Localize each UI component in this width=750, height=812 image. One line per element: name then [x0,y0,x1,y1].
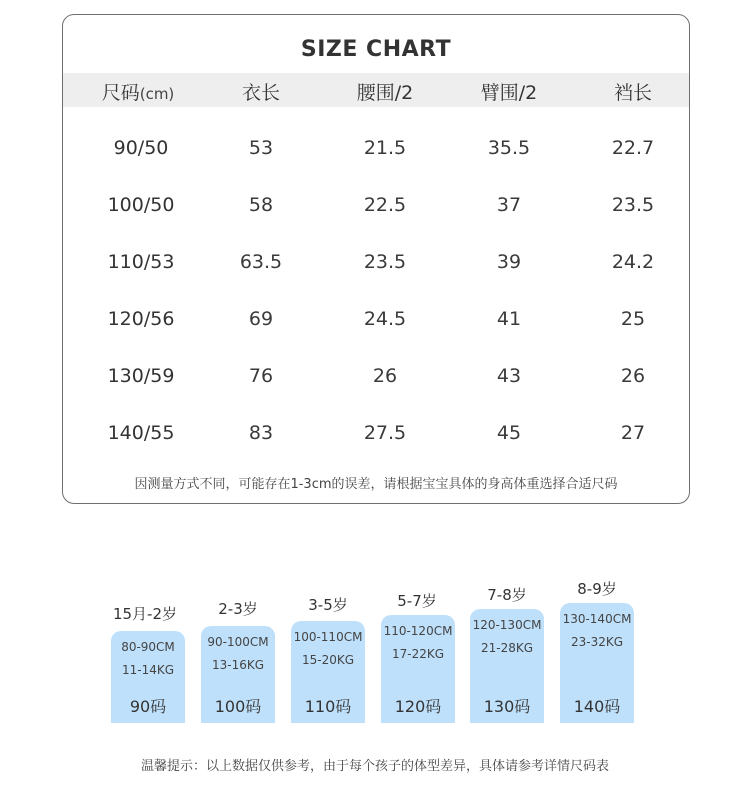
table-row [63,186,689,226]
cell-arm: 35.5 [487,137,531,159]
cell-length: 63.5 [239,251,283,273]
weight-range: 15-20KG [301,653,355,667]
size-label: 90码 [129,697,167,716]
cell-rise: 24.2 [611,251,655,273]
cell-size: 120/56 [107,308,175,330]
cell-waist: 27.5 [363,422,407,444]
weight-range: 13-16KG [211,658,265,672]
height-range: 130-140CM [562,612,632,626]
cell-waist: 22.5 [363,194,407,216]
cell-length: 83 [248,422,274,444]
header-size-unit: (cm) [139,85,175,103]
age-label: 8-9岁 [577,580,617,598]
table-header [63,73,689,107]
cell-arm: 41 [496,308,522,330]
height-range: 90-100CM [207,635,269,649]
size-column [560,603,634,723]
cell-length: 69 [248,308,274,330]
cell-arm: 45 [496,422,522,444]
cell-rise: 22.7 [611,137,655,159]
size-label: 120码 [394,697,442,716]
cell-arm: 43 [496,365,522,387]
cell-waist: 24.5 [363,308,407,330]
size-label: 130码 [483,697,531,716]
age-label: 15月-2岁 [112,605,178,623]
cell-rise: 27 [620,422,646,444]
age-label: 7-8岁 [487,586,527,604]
size-label: 100码 [214,697,262,716]
weight-range: 17-22KG [391,647,445,661]
age-label: 3-5岁 [308,596,348,614]
size-chart-title: SIZE CHART [300,37,452,62]
size-chart-card [62,14,690,504]
height-range: 80-90CM [121,640,175,654]
warm-tip: 温馨提示：以上数据仅供参考，由于每个孩子的体型差异，具体请参考详情尺码表 [140,759,609,774]
header-waist: 腰围/2 [356,82,414,104]
cell-arm: 39 [496,251,522,273]
cell-waist: 26 [372,365,398,387]
cell-size: 90/50 [113,137,169,159]
table-row [63,300,689,340]
cell-waist: 23.5 [363,251,407,273]
size-column [111,631,185,723]
cell-rise: 26 [620,365,646,387]
header-length: 衣长 [241,82,280,104]
weight-range: 23-32KG [570,635,624,649]
cell-size: 110/53 [107,251,175,273]
cell-rise: 23.5 [611,194,655,216]
header-size [73,78,203,105]
table-row [63,357,689,397]
size-column [291,621,365,723]
header-arm: 臂围/2 [480,82,538,104]
cell-rise: 25 [620,308,646,330]
weight-range: 11-14KG [121,663,175,677]
size-column [381,615,455,723]
cell-size: 130/59 [107,365,175,387]
size-label: 140码 [573,697,621,716]
cell-length: 58 [248,194,274,216]
table-row [63,243,689,283]
cell-size: 140/55 [107,422,175,444]
table-row [63,414,689,454]
cell-length: 76 [248,365,274,387]
header-rise: 裆长 [613,82,652,104]
age-label: 5-7岁 [397,592,437,610]
height-range: 100-110CM [293,630,363,644]
height-range: 120-130CM [472,618,542,632]
cell-size: 100/50 [107,194,175,216]
measurement-note: 因测量方式不同，可能存在1-3cm的误差，请根据宝宝具体的身高体重选择合适尺码 [134,477,618,492]
header-size-label: 尺码 [101,82,140,104]
cell-arm: 37 [496,194,522,216]
cell-waist: 21.5 [363,137,407,159]
cell-length: 53 [248,137,274,159]
weight-range: 21-28KG [480,641,534,655]
age-label: 2-3岁 [218,600,258,618]
size-column [201,626,275,723]
size-label: 110码 [304,697,352,716]
table-row [63,129,689,169]
height-range: 110-120CM [383,624,453,638]
size-column [470,609,544,723]
